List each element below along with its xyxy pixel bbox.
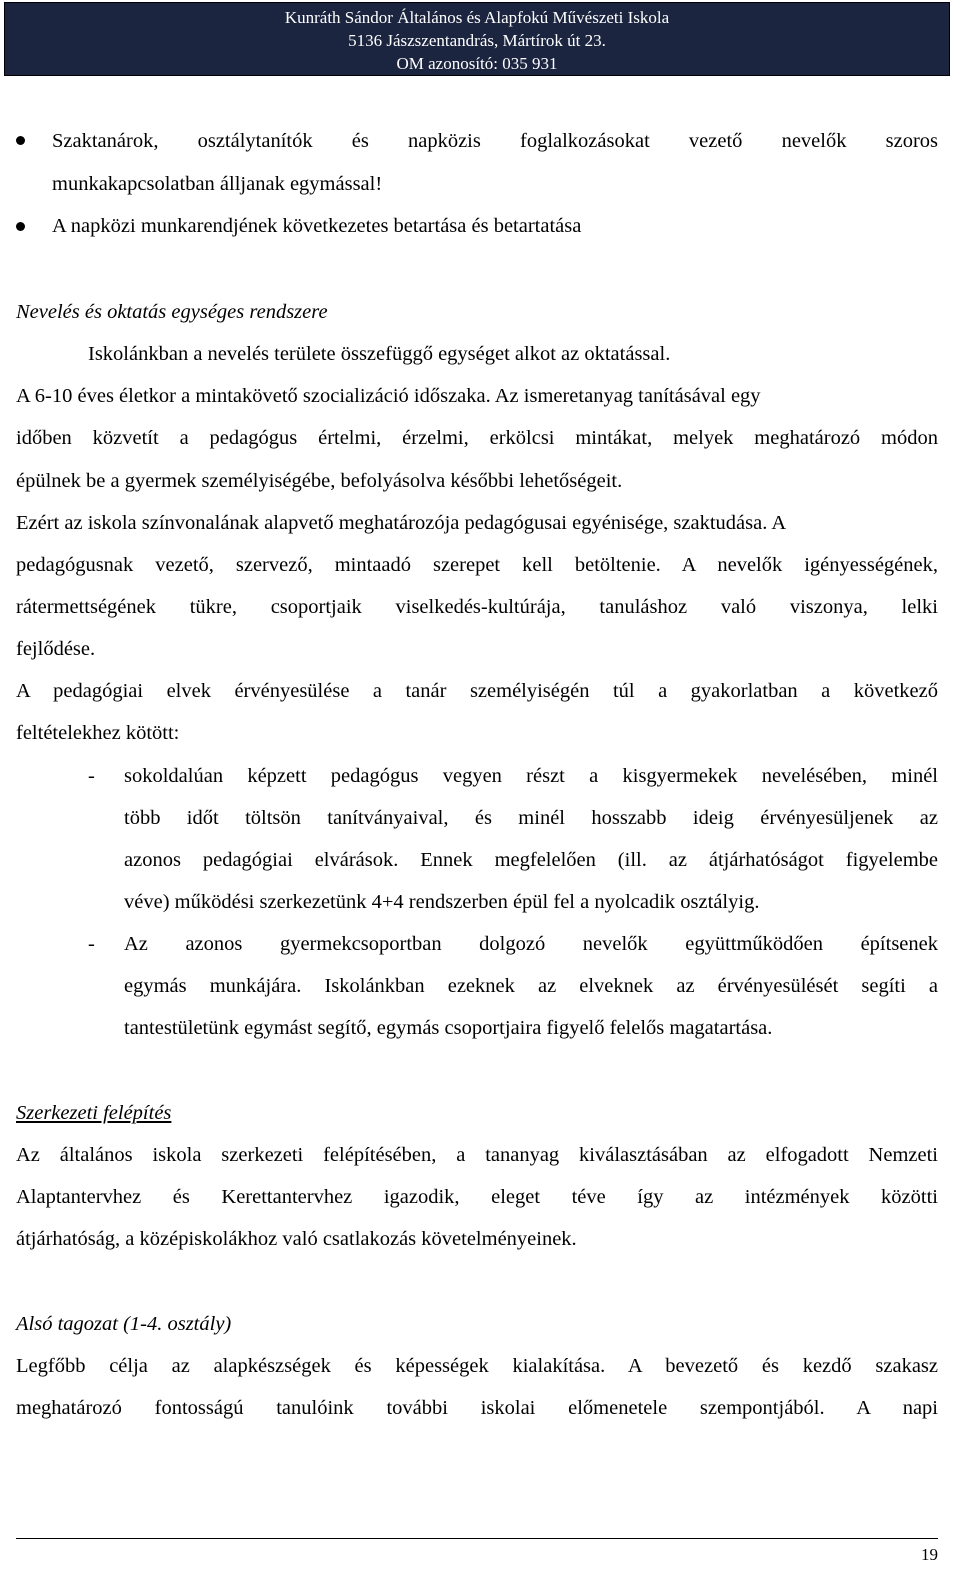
bullet-1-line-2: munkakapcsolatban álljanak egymással! (52, 173, 383, 195)
paragraph-line: A pedagógiai elvek érvényesülése a tanár személyiségén túl a gyakorlatban a következő (16, 680, 938, 702)
bullet-2-line-1: A napközi munkarendjének következetes betartása és betartatása (52, 215, 582, 237)
dash-marker: - (88, 765, 95, 787)
om-id: OM azonosító: 035 931 (396, 54, 558, 73)
paragraph-line: átjárhatóság, a középiskolákhoz való csatlakozás követelményeinek. (16, 1228, 577, 1250)
paragraph-line: pedagógusnak vezető, szervező, mintaadó szerepet kell betöltenie. A nevelők igényességének, (16, 554, 938, 576)
section-heading-lower-grades: Alsó tagozat (1-4. osztály) (16, 1313, 232, 1335)
section-heading-education: Nevelés és oktatás egységes rendszere (16, 301, 328, 323)
school-address: 5136 Jászszentandrás, Mártírok út 23. (348, 31, 606, 50)
dash-item-1-line: azonos pedagógiai elvárások. Ennek megfelelően (ill. az átjárhatóságot figyelembe (124, 849, 938, 871)
paragraph-line: rátermettségének tükre, csoportjaik viselkedés-kultúrája, tanuláshoz való viszonya, lelki (16, 596, 938, 618)
bullet-dot (16, 136, 25, 145)
dash-item-2-line: egymás munkájára. Iskolánkban ezeknek az elveknek az érvényesülését segíti a (124, 975, 938, 997)
paragraph-line: Ezért az iskola színvonalának alapvető meghatározója pedagógusai egyénisége, szaktudása. A (16, 512, 787, 534)
dash-item-1-line: több időt töltsön tanítványaival, és minél hosszabb ideig érvényesüljenek az (124, 807, 938, 829)
dash-item-2-line: tantestületünk egymást segítő, egymás csoportjaira figyelő felelős magatartása. (124, 1017, 773, 1039)
paragraph-line: Legfőbb célja az alapkészségek és képességek kialakítása. A bevezető és kezdő szakasz (16, 1355, 938, 1377)
page-header (4, 2, 950, 76)
section-heading-structure: Szerkezeti felépítés (16, 1102, 172, 1124)
paragraph-line: meghatározó fontosságú tanulóink további iskolai előmenetele szempontjából. A napi (16, 1397, 938, 1419)
paragraph-line: fejlődése. (16, 638, 96, 660)
paragraph-line: Az általános iskola szerkezeti felépítésében, a tananyag kiválasztásában az elfogadott Nemzeti (16, 1144, 938, 1166)
paragraph-line: feltételekhez kötött: (16, 722, 180, 744)
dash-marker: - (88, 933, 95, 955)
bullet-dot (16, 222, 25, 231)
footer-divider (16, 1538, 938, 1539)
school-name: Kunráth Sándor Általános és Alapfokú Művészeti Iskola (284, 8, 670, 27)
page-number: 19 (921, 1545, 938, 1564)
paragraph-line: épülnek be a gyermek személyiségébe, befolyásolva későbbi lehetőségeit. (16, 470, 623, 492)
paragraph-line: Iskolánkban a nevelés területe összefüggő egységet alkot az oktatással. (88, 343, 671, 365)
paragraph-line: Alaptantervhez és Kerettantervhez igazodik, eleget téve így az intézmények közötti (16, 1186, 938, 1208)
dash-item-2-line: Az azonos gyermekcsoportban dolgozó nevelők együttműködően építsenek (124, 933, 938, 955)
paragraph-line: időben közvetít a pedagógus értelmi, érzelmi, erkölcsi mintákat, melyek meghatározó módon (16, 427, 938, 449)
bullet-1-line-1: Szaktanárok, osztálytanítók és napközis foglalkozásokat vezető nevelők szoros (52, 130, 938, 152)
dash-item-1-line: sokoldalúan képzett pedagógus vegyen részt a kisgyermekek nevelésében, minél (124, 765, 938, 787)
paragraph-line: A 6-10 éves életkor a mintakövető szocializáció időszaka. Az ismeretanyag tanításával egy (16, 385, 761, 407)
dash-item-1-line: véve) működési szerkezetünk 4+4 rendszerben épül fel a nyolcadik osztályig. (124, 891, 760, 913)
